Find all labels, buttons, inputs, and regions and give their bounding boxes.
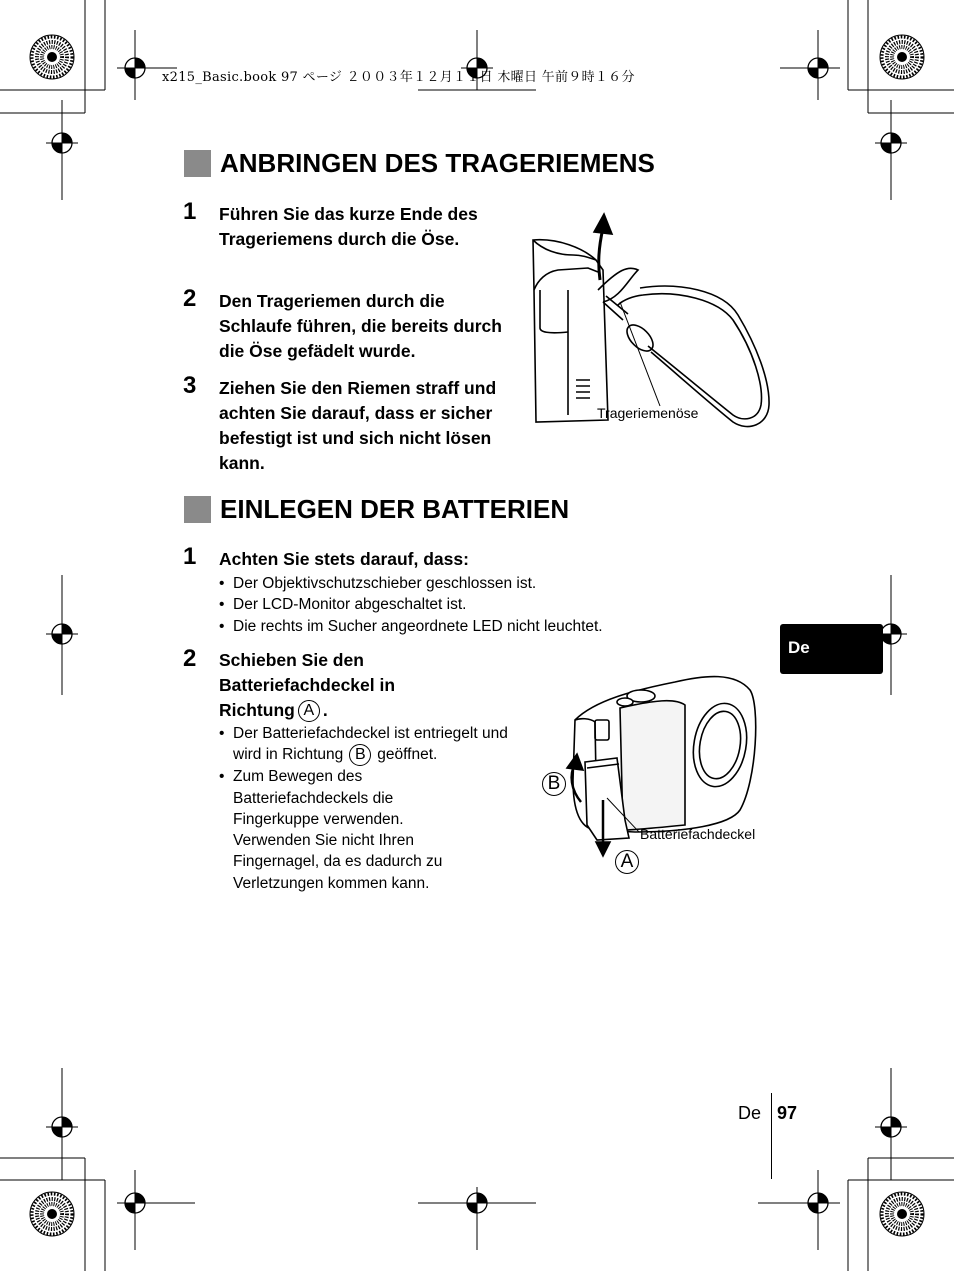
strap-illustration bbox=[528, 210, 773, 430]
step-text: Den Trageriemen durch die Schlaufe führen, die bereits durch die Öse gefädelt wurde. bbox=[219, 291, 502, 361]
footer-language: De bbox=[738, 1103, 762, 1123]
list-item: • Der Objektivschutzschieber geschlossen ist. bbox=[219, 573, 679, 594]
figure-label-a: A bbox=[615, 850, 639, 874]
step-text: Achten Sie stets darauf, dass: bbox=[219, 549, 469, 569]
note-list bbox=[219, 723, 509, 894]
step-text: Ziehen Sie den Riemen straff und achten Sie darauf, dass er sicher befestigt ist und sich nicht lösen kann. bbox=[219, 378, 497, 473]
step-number: 2 bbox=[183, 645, 197, 672]
section-title-text: ANBRINGEN DES TRAGERIEMENS bbox=[220, 148, 655, 178]
list-item: • Der LCD-Monitor abgeschaltet ist. bbox=[219, 594, 679, 615]
step-number: 1 bbox=[183, 543, 197, 570]
step-number: 3 bbox=[183, 372, 197, 399]
figure-label-b: B bbox=[542, 772, 566, 796]
section-title-strap bbox=[184, 148, 655, 179]
step-text-end: . bbox=[322, 700, 328, 720]
section-title-batteries bbox=[184, 494, 569, 525]
section-marker-icon bbox=[184, 150, 211, 177]
step-text-line: Schieben Sie den bbox=[219, 650, 364, 670]
step-text: Führen Sie das kurze Ende des Trageriemens durch die Öse. bbox=[219, 204, 478, 249]
section-marker-icon bbox=[184, 496, 211, 523]
step-text bbox=[219, 648, 519, 723]
step-number: 1 bbox=[183, 198, 197, 225]
list-item: • Die rechts im Sucher angeordnete LED nicht leuchtet. bbox=[219, 616, 679, 637]
battery-cover-illustration bbox=[535, 660, 765, 880]
check-list bbox=[219, 573, 679, 637]
circled-b-symbol: B bbox=[349, 744, 371, 766]
list-item: • Zum Bewegen des Batteriefachdeckels die Fingerkuppe verwenden. Verwenden Sie nicht Ihren Fingernagel, da es dadurch zu Verletzungen kommen kann. bbox=[219, 766, 483, 894]
list-item bbox=[219, 723, 509, 766]
step-text-line bbox=[219, 698, 519, 723]
list-item-text: geöffnet. bbox=[377, 746, 438, 764]
figure-caption-battery-cover: Batteriefachdeckel bbox=[640, 826, 756, 842]
circled-a-symbol: A bbox=[298, 700, 320, 722]
section-title-text: EINLEGEN DER BATTERIEN bbox=[220, 494, 570, 524]
step-text-line: Batteriefachdeckel in bbox=[219, 675, 396, 695]
list-item-text: Der Batteriefachdeckel ist entriegelt und wird in Richtung bbox=[233, 725, 508, 764]
footer-divider bbox=[771, 1093, 772, 1179]
language-tab-label: De bbox=[788, 638, 810, 657]
figure-caption-strap-eyelet: Trageriemenöse bbox=[597, 405, 699, 421]
print-header-line: x215_Basic.book 97 ページ ２００３年１２月１１日 木曜日 午前９時１６分 bbox=[162, 70, 635, 85]
language-tab bbox=[780, 624, 883, 674]
step-number: 2 bbox=[183, 285, 197, 312]
page-number: 97 bbox=[777, 1103, 798, 1123]
step-text-line-3: Richtung bbox=[219, 700, 295, 720]
